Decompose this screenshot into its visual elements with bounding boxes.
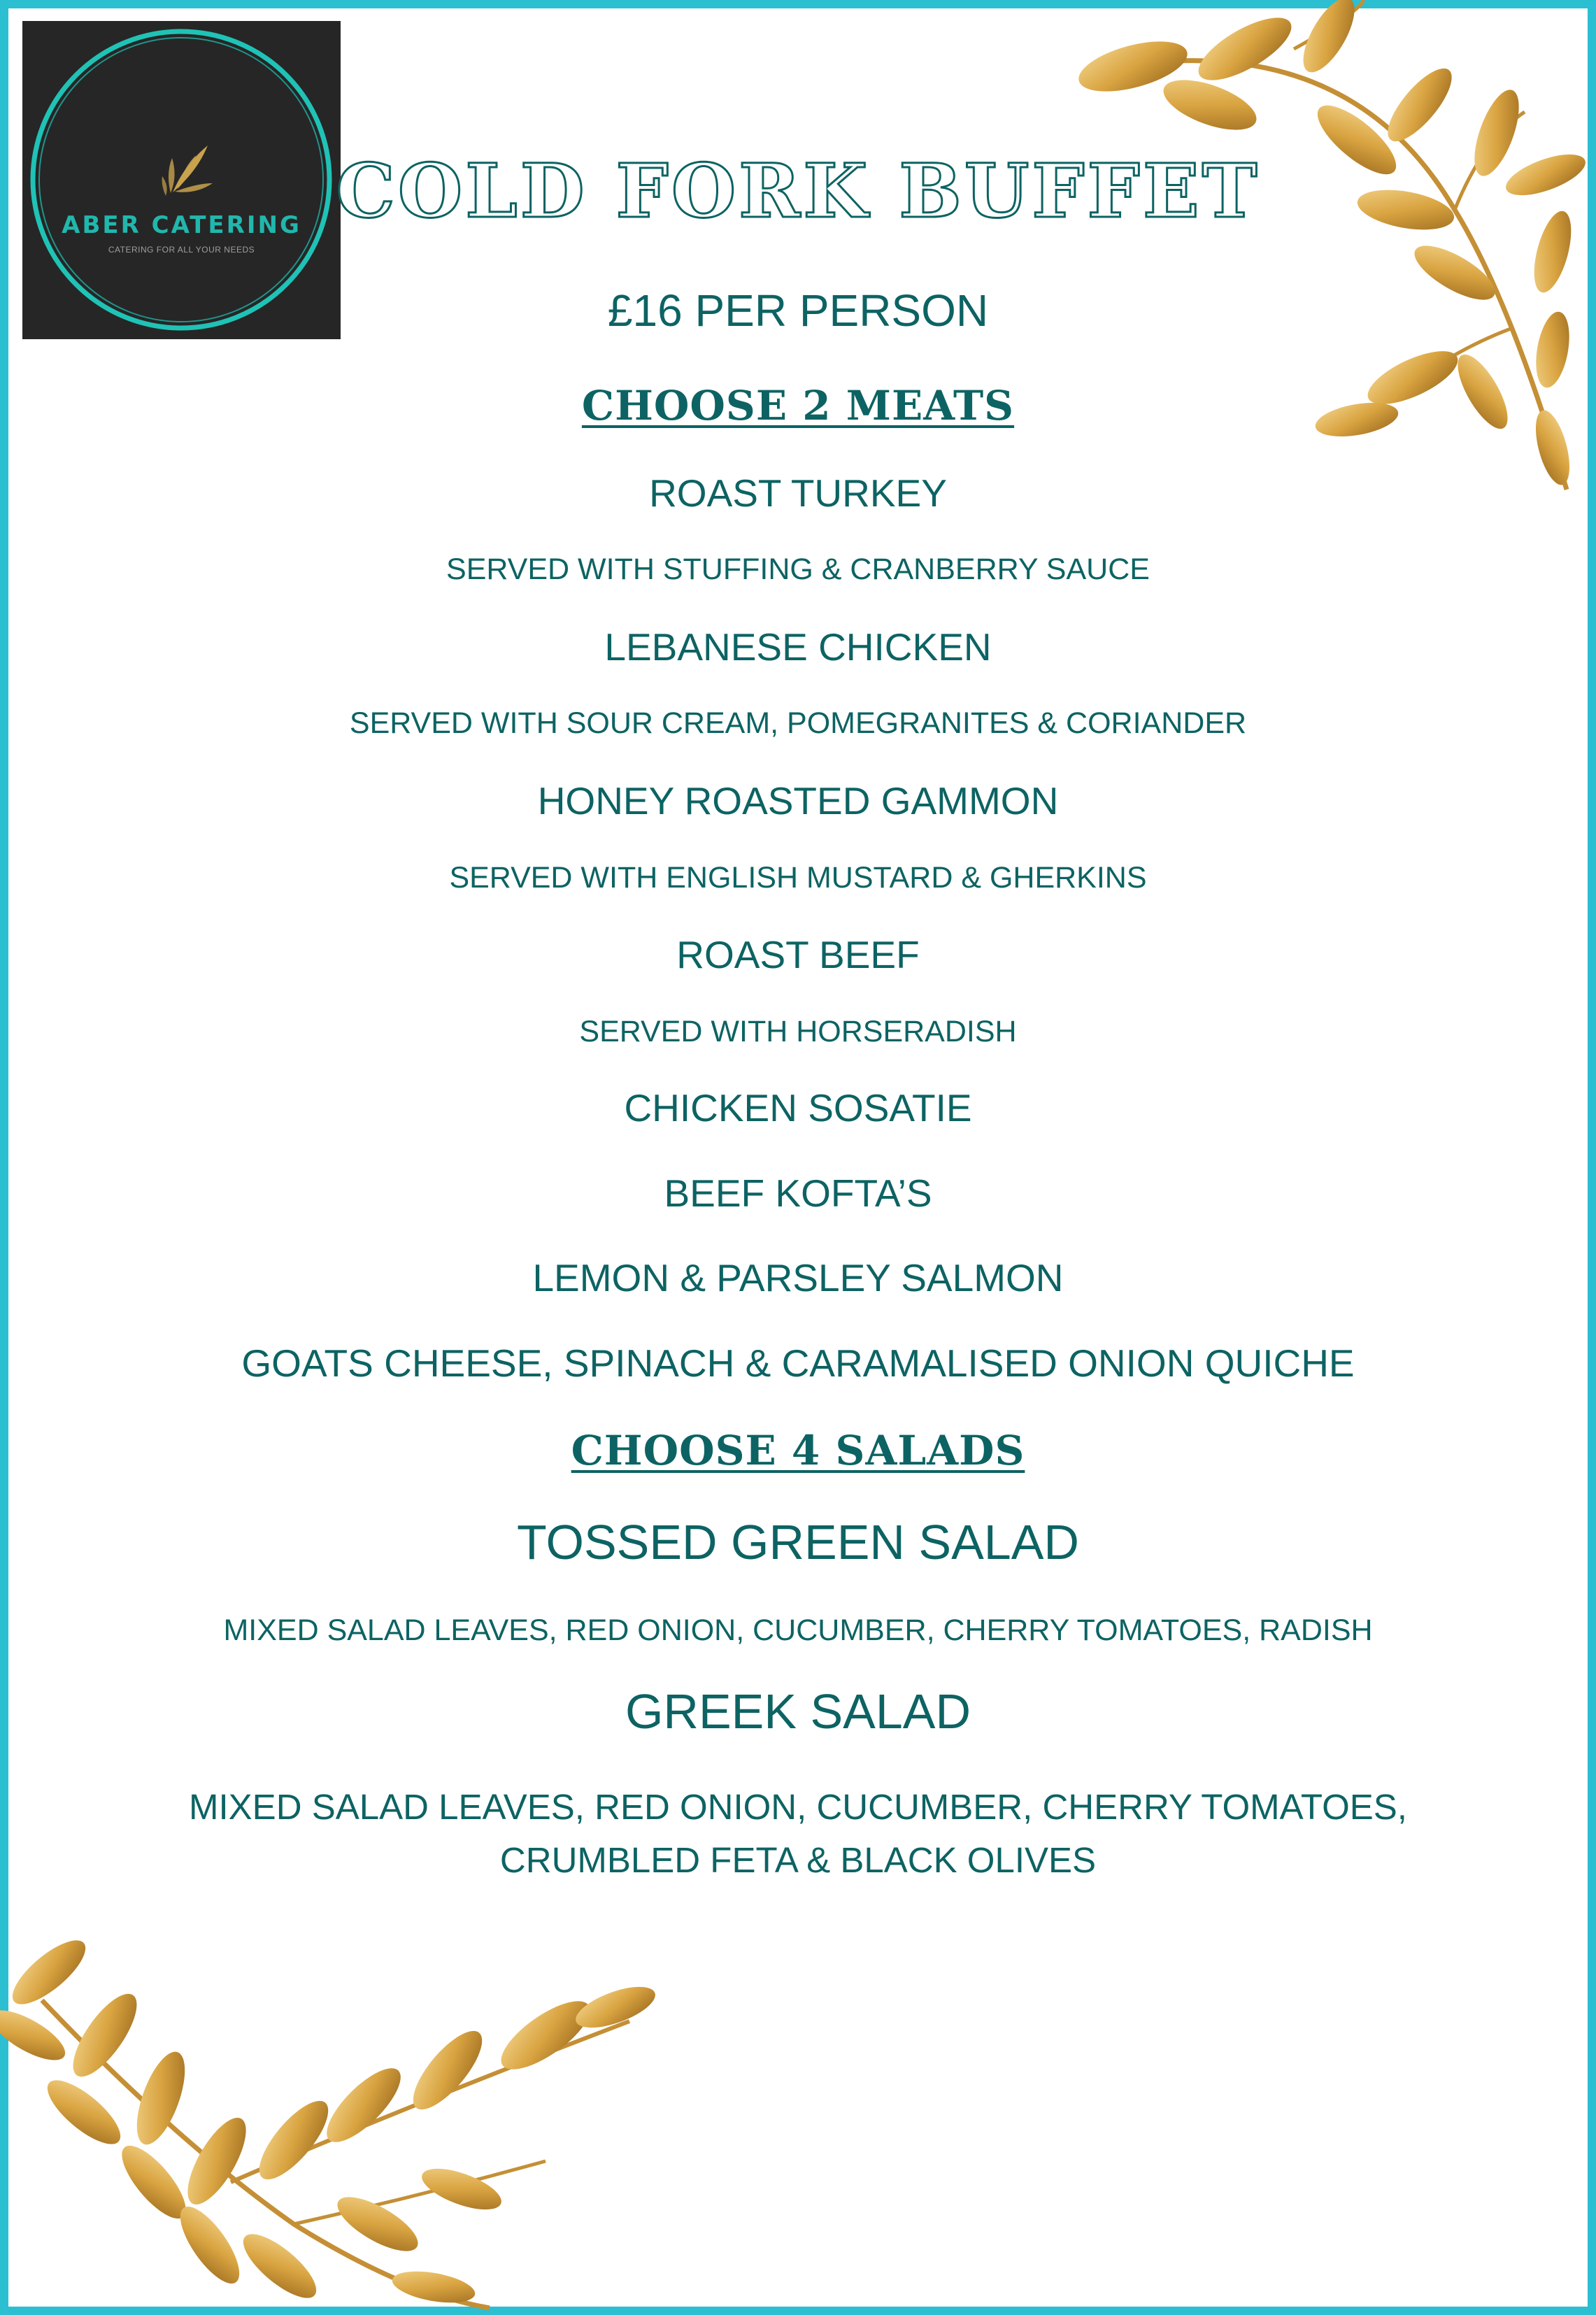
menu-item-description: CRUMBLED FETA & BLACK OLIVES — [499, 1840, 1097, 1880]
menu-item-name: CHICKEN SOSATIE — [624, 1086, 972, 1130]
menu-item-description: SERVED WITH SOUR CREAM, POMEGRANITES & CORIANDER — [349, 706, 1247, 740]
menu-item-name: LEBANESE CHICKEN — [604, 625, 992, 669]
logo-tagline: CATERING FOR ALL YOUR NEEDS — [108, 245, 255, 255]
menu-item-name: HONEY ROASTED GAMMON — [537, 779, 1059, 822]
menu-item-name: GOATS CHEESE, SPINACH & CARAMALISED ONION QUICHE — [241, 1341, 1355, 1385]
gold-leaves-top-right — [1063, 0, 1588, 518]
menu-item-name: LEMON & PARSLEY SALMON — [532, 1256, 1064, 1299]
menu-item-name: BEEF KOFTA’S — [664, 1171, 932, 1215]
menu-title: COLD FORK BUFFET — [336, 147, 1260, 234]
menu-item-description: SERVED WITH ENGLISH MUSTARD & GHERKINS — [449, 861, 1147, 895]
menu-item-name: ROAST TURKEY — [649, 471, 947, 515]
menu-item-name: ROAST BEEF — [676, 933, 920, 976]
menu-item-description: SERVED WITH STUFFING & CRANBERRY SAUCE — [446, 553, 1150, 586]
menu-item-name: TOSSED GREEN SALAD — [517, 1515, 1079, 1569]
salads-heading: CHOOSE 4 SALADS — [571, 1427, 1025, 1474]
gold-leaves-bottom-left — [0, 1930, 671, 2315]
menu-item-name: GREEK SALAD — [625, 1684, 971, 1739]
logo-brand-name: ABER CATERING — [62, 211, 301, 239]
meats-heading: CHOOSE 2 MEATS — [581, 382, 1015, 429]
menu-item-description: MIXED SALAD LEAVES, RED ONION, CUCUMBER, CHERRY TOMATOES, RADISH — [223, 1614, 1373, 1647]
menu-item-description: SERVED WITH HORSERADISH — [579, 1015, 1017, 1048]
price-per-person: £16 PER PERSON — [607, 285, 989, 336]
menu-item-description: MIXED SALAD LEAVES, RED ONION, CUCUMBER, CHERRY TOMATOES, — [189, 1787, 1407, 1827]
